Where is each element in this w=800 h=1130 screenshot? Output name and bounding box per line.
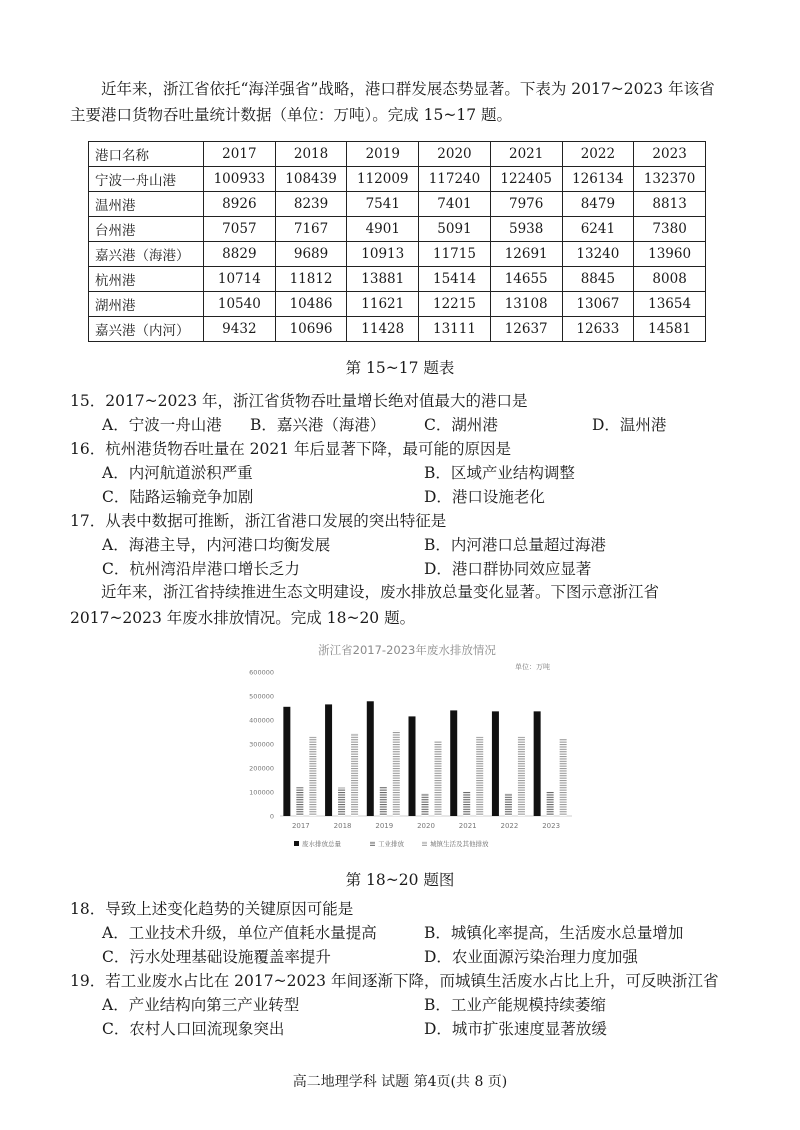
bar-industrial-2020 [422,793,429,816]
table-cell: 13960 [634,242,706,267]
table-cell: 7976 [490,192,562,217]
table-cell: 嘉兴港（海港） [89,242,204,267]
legend-swatch [294,841,299,846]
table-cell: 7057 [204,217,276,242]
question-18-stem: 18．导致上述变化趋势的关键原因可能是 [70,900,354,918]
table-cell: 8926 [204,192,276,217]
table-cell: 8845 [562,267,634,292]
table-header-row [89,142,706,167]
table-cell: 宁波一舟山港 [89,167,204,192]
legend-label: 废水排放总量 [302,840,341,848]
q19-option-a[interactable]: A．产业结构向第三产业转型 [102,996,300,1014]
intro-ports: 近年来，浙江省依托“海洋强省”战略，港口群发展态势显著。下表为 2017~2023 年该省主要港口货物吞吐量统计数据（单位：万吨）。完成 15~17 题。 [70,80,715,124]
q16-option-d[interactable]: D．港口设施老化 [424,488,545,506]
table-cell: 6241 [562,217,634,242]
table-cell: 8479 [562,192,634,217]
page-footer: 高二地理学科 试题 第4页(共 8 页) [292,1074,508,1090]
table-cell: 11621 [347,292,419,317]
table-cell: 10486 [275,292,347,317]
table-cell: 13240 [562,242,634,267]
table-cell: 10696 [275,317,347,342]
q18-option-c[interactable]: C．污水处理基础设施覆盖率提升 [102,948,331,966]
bar-urban-2023 [560,739,567,816]
legend-swatch [370,841,375,846]
table-cell: 5091 [419,217,491,242]
x-tick-label: 2021 [458,822,477,830]
q19-option-c[interactable]: C．农村人口回流现象突出 [102,1020,285,1038]
bar-total-2023 [534,711,541,816]
bar-urban-2021 [476,737,483,816]
table-header-cell: 港口名称 [89,142,204,167]
q19-option-b[interactable]: B．工业产能规模持续萎缩 [424,996,606,1014]
q17-option-d[interactable]: D．港口群协同效应显著 [424,560,592,578]
table-cell: 14581 [634,317,706,342]
table-header-cell: 2018 [275,142,347,167]
bar-urban-2017 [309,737,316,816]
port-throughput-table [88,141,706,342]
y-tick-label: 400000 [249,716,274,725]
table-cell: 12215 [419,292,491,317]
q15-option-b[interactable]: B．嘉兴港（海港） [250,416,386,434]
table-cell: 12637 [490,317,562,342]
table-cell: 12691 [490,242,562,267]
table-cell: 4901 [347,217,419,242]
bar-urban-2018 [351,733,358,816]
bar-total-2021 [450,710,457,816]
table-cell: 湖州港 [89,292,204,317]
table-cell: 7401 [419,192,491,217]
q17-option-a[interactable]: A．海港主导，内河港口均衡发展 [102,536,331,554]
table-cell: 117240 [419,167,491,192]
table-caption: 第 15~17 题表 [345,359,455,377]
x-tick-label: 2017 [291,822,310,830]
table-row [89,292,706,317]
table-cell: 13654 [634,292,706,317]
table-cell: 11715 [419,242,491,267]
table-row [89,317,706,342]
q15-option-a[interactable]: A．宁波一舟山港 [102,416,222,434]
q19-option-d[interactable]: D．城市扩张速度显著放缓 [424,1020,607,1038]
table-cell: 132370 [634,167,706,192]
x-tick-label: 2023 [542,822,561,830]
table-cell: 8239 [275,192,347,217]
y-tick-label: 600000 [249,668,274,677]
bar-total-2019 [367,701,374,816]
legend-label: 城镇生活及其他排放 [430,840,489,848]
question-17-stem: 17．从表中数据可推断，浙江省港口发展的突出特征是 [70,512,447,530]
legend-swatch [422,841,427,846]
x-tick-label: 2020 [417,822,435,830]
table-cell: 9432 [204,317,276,342]
q15-option-c[interactable]: C．湖州港 [424,416,498,434]
table-cell: 13881 [347,267,419,292]
table-cell: 11812 [275,267,347,292]
q18-option-b[interactable]: B．城镇化率提高，生活废水总量增加 [424,924,684,942]
table-cell: 100933 [204,167,276,192]
q18-option-d[interactable]: D．农业面源污染治理力度加强 [424,948,638,966]
y-tick-label: 300000 [249,740,274,749]
bar-urban-2020 [435,741,442,816]
question-19-stem: 19．若工业废水占比在 2017~2023 年间逐渐下降，而城镇生活废水占比上升，可反映浙江省 [70,972,719,990]
y-tick-label: 200000 [249,764,274,773]
table-cell: 8008 [634,267,706,292]
table-cell: 11428 [347,317,419,342]
table-cell: 台州港 [89,217,204,242]
table-row [89,242,706,267]
table-header-cell: 2023 [634,142,706,167]
x-tick-label: 2019 [375,822,394,830]
table-cell: 122405 [490,167,562,192]
chart-title: 浙江省2017-2023年废水排放情况 [318,643,496,657]
table-cell: 14655 [490,267,562,292]
chart-legend [294,839,489,848]
table-header-cell: 2022 [562,142,634,167]
wastewater-chart [232,636,582,866]
q16-option-a[interactable]: A．内河航道淤积严重 [102,464,253,482]
bar-industrial-2017 [296,787,303,816]
q16-option-c[interactable]: C．陆路运输竞争加剧 [102,488,254,506]
table-header-cell: 2019 [347,142,419,167]
question-15-stem: 15．2017~2023 年，浙江省货物吞吐量增长绝对值最大的港口是 [70,392,528,410]
table-cell: 8813 [634,192,706,217]
q17-option-c[interactable]: C．杭州湾沿岸港口增长乏力 [102,560,300,578]
table-header-cell: 2020 [419,142,491,167]
bar-urban-2019 [393,731,400,816]
q17-option-b[interactable]: B．内河港口总量超过海港 [424,536,606,554]
bar-total-2022 [492,711,499,816]
table-header-cell: 2017 [204,142,276,167]
chart-caption: 第 18~20 题图 [345,871,455,889]
intro-wastewater: 近年来，浙江省持续推进生态文明建设，废水排放总量变化显著。下图示意浙江省 2017~2023 年废水排放情况。完成 18~20 题。 [70,583,660,627]
table-header-cell: 2021 [490,142,562,167]
table-cell: 15414 [419,267,491,292]
table-cell: 杭州港 [89,267,204,292]
table-cell: 13111 [419,317,491,342]
table-cell: 温州港 [89,192,204,217]
table-cell: 9689 [275,242,347,267]
q16-option-b[interactable]: B．区域产业结构调整 [424,464,575,482]
y-tick-label: 500000 [249,692,274,701]
table-cell: 7541 [347,192,419,217]
bar-industrial-2023 [547,791,554,816]
bar-total-2020 [409,716,416,816]
legend-label: 工业排放 [378,840,404,848]
table-cell: 13067 [562,292,634,317]
bar-total-2017 [283,707,290,816]
table-row [89,167,706,192]
table-cell: 嘉兴港（内河） [89,317,204,342]
table-cell: 10913 [347,242,419,267]
table-cell: 10714 [204,267,276,292]
bar-industrial-2019 [380,787,387,816]
table-cell: 112009 [347,167,419,192]
q18-option-a[interactable]: A．工业技术升级，单位产值耗水量提高 [102,924,377,942]
table-cell: 10540 [204,292,276,317]
x-tick-label: 2022 [500,822,519,830]
y-tick-label: 100000 [249,788,274,797]
table-row [89,267,706,292]
table-cell: 108439 [275,167,347,192]
table-cell: 126134 [562,167,634,192]
table-cell: 12633 [562,317,634,342]
chart-unit: 单位：万吨 [515,663,550,671]
question-16-stem: 16．杭州港货物吞吐量在 2021 年后显著下降，最可能的原因是 [70,440,512,458]
bar-total-2018 [325,704,332,816]
table-cell: 13108 [490,292,562,317]
x-tick-label: 2018 [333,822,352,830]
bar-industrial-2018 [338,788,345,816]
q15-option-d[interactable]: D．温州港 [592,416,667,434]
table-cell: 8829 [204,242,276,267]
table-row [89,192,706,217]
bar-industrial-2022 [505,793,512,816]
table-row [89,217,706,242]
table-cell: 5938 [490,217,562,242]
bar-industrial-2021 [463,791,470,816]
bar-urban-2022 [518,737,525,816]
chart-bars-group [283,701,566,816]
table-cell: 7167 [275,217,347,242]
y-tick-label: 0 [269,812,274,821]
wastewater-chart-svg [232,636,582,866]
table-cell: 7380 [634,217,706,242]
